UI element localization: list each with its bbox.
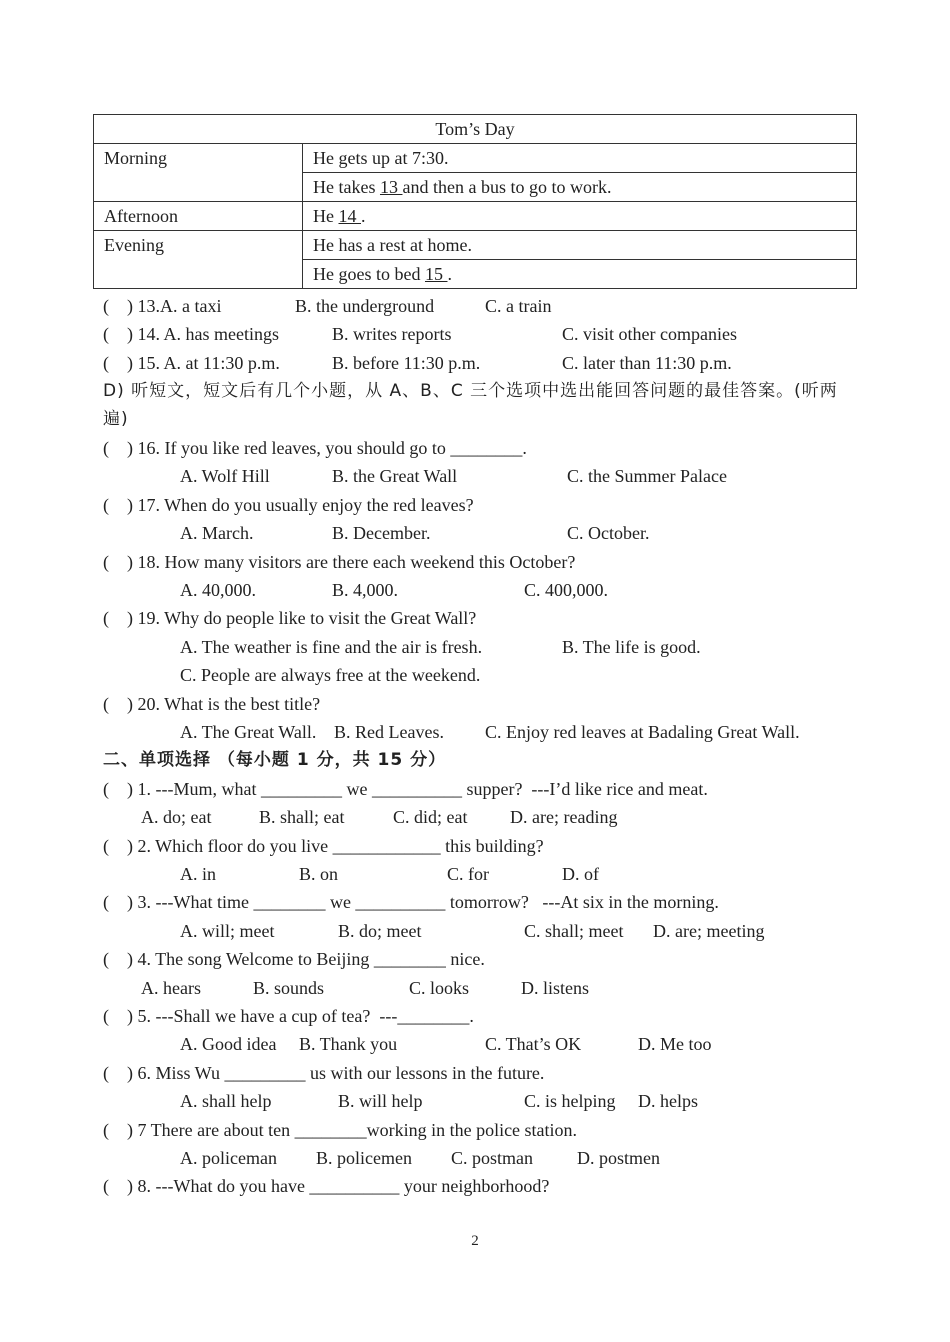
s1-option-c: C. did; eat [393, 807, 468, 827]
q16-option-b: B. the Great Wall [332, 466, 458, 486]
q19-stem: ( ) 19. Why do people like to visit the Great Wall? [103, 608, 477, 628]
morning-row-1: He gets up at 7:30. [303, 144, 857, 173]
s4-option-b: B. sounds [253, 978, 325, 998]
q20-option-b: B. Red Leaves. [334, 722, 444, 742]
s2-option-c: C. for [447, 864, 489, 884]
q18-stem: ( ) 18. How many visitors are there each weekend this October? [103, 552, 576, 572]
s1-option-b: B. shall; eat [259, 807, 345, 827]
q17-option-a: A. March. [180, 523, 254, 543]
section-d-instructions: D) 听短文，短文后有几个小题，从 A、B、C 三个选项中选出能回答问题的最佳答案。(听两 [103, 381, 838, 401]
s4-option-c: C. looks [409, 978, 470, 998]
q15-option-b: B. before 11:30 p.m. [332, 353, 481, 373]
s4-option-a: A. hears [141, 978, 201, 998]
afternoon-label: Afternoon [94, 202, 303, 231]
s4-option-d: D. listens [521, 978, 590, 998]
s3-option-c: C. shall; meet [524, 921, 624, 941]
q19-option-a: A. The weather is fine and the air is fresh. [180, 637, 483, 657]
q18-option-b: B. 4,000. [332, 580, 399, 600]
q14-option-c: C. visit other companies [562, 324, 737, 344]
q15-stem: ( ) 15. A. at 11:30 p.m. [103, 353, 280, 373]
q18-option-c: C. 400,000. [524, 580, 609, 600]
s7-option-a: A. policeman [180, 1148, 277, 1168]
q19-option-b: B. The life is good. [562, 637, 701, 657]
s6-option-a: A. shall help [180, 1091, 272, 1111]
q16-stem: ( ) 16. If you like red leaves, you should go to ________. [103, 438, 527, 458]
s6-option-b: B. will help [338, 1091, 423, 1111]
s7-option-b: B. policemen [316, 1148, 412, 1168]
toms-day-table [93, 114, 857, 289]
evening-row-2: He goes to bed 15 . [303, 260, 857, 289]
s3-stem: ( ) 3. ---What time ________ we __________ tomorrow? ---At six in the morning. [103, 892, 719, 912]
s6-option-c: C. is helping [524, 1091, 616, 1111]
s1-stem: ( ) 1. ---Mum, what _________ we __________ supper? ---I’d like rice and meat. [103, 779, 708, 799]
morning-label: Morning [94, 144, 303, 202]
s3-option-a: A. will; meet [180, 921, 275, 941]
s6-stem: ( ) 6. Miss Wu _________ us with our lessons in the future. [103, 1063, 545, 1083]
morning-row-2: He takes 13 and then a bus to go to work. [303, 173, 857, 202]
s2-option-a: A. in [180, 864, 216, 884]
s2-option-b: B. on [299, 864, 339, 884]
q13-option-c: C. a train [485, 296, 552, 316]
section-2-title: 二、单项选择 （每小题 1 分，共 15 分） [103, 750, 447, 770]
q20-option-a: A. The Great Wall. [180, 722, 317, 742]
q14-option-b: B. writes reports [332, 324, 452, 344]
q13-option-b: B. the underground [295, 296, 435, 316]
s7-stem: ( ) 7 There are about ten ________working in the police station. [103, 1120, 578, 1140]
q16-option-a: A. Wolf Hill [180, 466, 270, 486]
q17-option-c: C. October. [567, 523, 650, 543]
s2-option-d: D. of [562, 864, 599, 884]
s8-stem: ( ) 8. ---What do you have __________ your neighborhood? [103, 1176, 550, 1196]
s3-option-d: D. are; meeting [653, 921, 765, 941]
s5-option-b: B. Thank you [299, 1034, 398, 1054]
q17-option-b: B. December. [332, 523, 431, 543]
afternoon-row-1: He 14 . [303, 202, 857, 231]
blank-15: 15 [424, 264, 448, 284]
s5-option-c: C. That’s OK [485, 1034, 582, 1054]
evening-row-1: He has a rest at home. [303, 231, 857, 260]
s6-option-d: D. helps [638, 1091, 698, 1111]
table-title: Tom’s Day [94, 115, 857, 144]
q14-stem: ( ) 14. A. has meetings [103, 324, 279, 344]
s5-stem: ( ) 5. ---Shall we have a cup of tea? ---________. [103, 1006, 474, 1026]
q13-stem: ( ) 13.A. a taxi [103, 296, 222, 316]
q19-option-c: C. People are always free at the weekend. [180, 665, 481, 685]
q17-stem: ( ) 17. When do you usually enjoy the red leaves? [103, 495, 474, 515]
s5-option-a: A. Good idea [180, 1034, 277, 1054]
blank-14: 14 [338, 206, 361, 226]
q16-option-c: C. the Summer Palace [567, 466, 727, 486]
evening-label: Evening [94, 231, 303, 289]
s7-option-d: D. postmen [577, 1148, 660, 1168]
blank-13: 13 [379, 177, 403, 197]
q20-option-c: C. Enjoy red leaves at Badaling Great Wall. [485, 722, 800, 742]
s4-stem: ( ) 4. The song Welcome to Beijing ________ nice. [103, 949, 485, 969]
q18-option-a: A. 40,000. [180, 580, 256, 600]
s1-option-d: D. are; reading [510, 807, 618, 827]
q20-stem: ( ) 20. What is the best title? [103, 694, 321, 714]
page-number: 2 [471, 1233, 479, 1249]
s1-option-a: A. do; eat [141, 807, 212, 827]
section-d-instructions-cont: 遍) [103, 409, 129, 429]
q15-option-c: C. later than 11:30 p.m. [562, 353, 732, 373]
s3-option-b: B. do; meet [338, 921, 422, 941]
s2-stem: ( ) 2. Which floor do you live ____________ this building? [103, 836, 544, 856]
s7-option-c: C. postman [451, 1148, 534, 1168]
s5-option-d: D. Me too [638, 1034, 712, 1054]
